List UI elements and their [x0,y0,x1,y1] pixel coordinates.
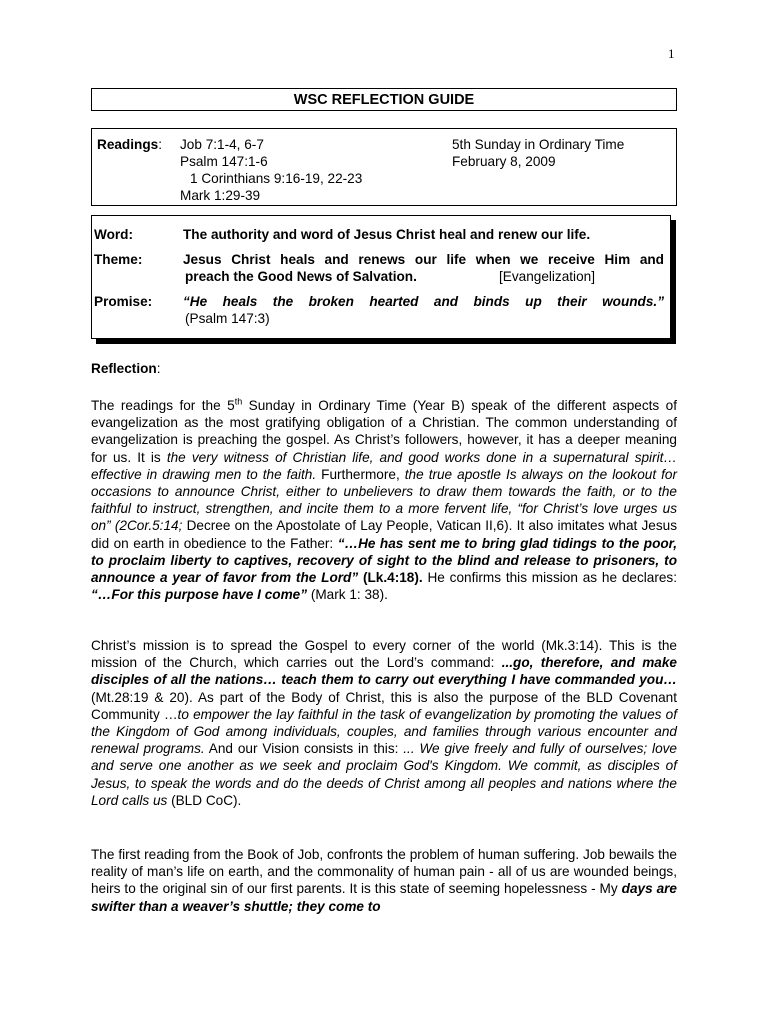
reflection-paragraph-2 [91,637,677,809]
promise-reference: (Psalm 147:3) [185,311,270,326]
text-run: Furthermore, [316,466,405,482]
scripture-quote: days are swifter than a weaver’s shuttle; they come to [91,881,677,914]
readings-box [91,128,677,206]
text-run: He confirms this mission as he declares: [422,570,677,586]
scripture-quote: ...go, therefore, and make disciples of all the nations… teach them to carry out everything I have commanded you… [91,655,677,688]
reflection-heading-colon: : [156,361,161,376]
text-run: (Mark 1: 38). [307,587,388,603]
reflection-paragraph-3 [91,846,677,915]
text-run: Christ’s mission is to spread the Gospel to every corner of the world (Mk.3:14). This is the mission of the Church, which carries out the Lord’s command: [91,638,677,671]
theme-text-line1: Jesus Christ heals and renews our life when we receive Him and [183,252,664,267]
readings-label [97,136,162,153]
text-run: (BLD CoC). [167,792,242,808]
liturgical-info [452,136,624,170]
readings-list [180,136,362,204]
text-run: Decree on the Apostolate of Lay People, Vatican II,6). It also imitates what Jesus did on earth in obedience to the Father: [91,518,678,551]
text-run: And our Vision consists in this: [204,741,404,757]
reflection-paragraph-1 [91,397,677,603]
italic-quote: ... We give freely and fully of ourselves; love and serve one another as we seek and proclaim God's Kingdom. We commit, as disciples of Jesus, to speak the words and do the deeds of Christ among all peoples and nations where the Lord calls us [91,741,677,808]
reading-item: Psalm 147:1-6 [180,154,268,169]
text-run: (Mt.28:19 & 20). As part of the Body of Christ, this is also the purpose of the BLD Covenant Community … [91,689,677,722]
scripture-reference: (Lk.4:18). [358,570,423,586]
reflection-heading [91,361,161,376]
page-number: 1 [668,46,675,61]
reading-item: 1 Corinthians 9:16-19, 22-23 [190,171,363,186]
document-title-text: WSC REFLECTION GUIDE [293,91,475,108]
document-title [91,88,677,111]
reflection-heading-text: Reflection [91,361,157,376]
italic-quote: to empower the lay faithful in the task of evangelization by promoting the values of the Kingdom of God among individuals, couples, and families through various encounter and renewal programs. [91,706,678,757]
text-run: The first reading from the Book of Job, confronts the problem of human suffering. Job bewails the reality of man’s life on earth, and the commonality of human pain - all of us are wounded beings, heirs to the original sin of our first parents. It is this state of seeming hopelessness - My [91,847,677,897]
word-theme-promise-box [91,215,671,339]
liturgical-occasion: 5th Sunday in Ordinary Time [452,137,625,152]
superscript-ordinal: th [234,396,243,407]
text-run: Sunday in Ordinary Time (Year B) speak of the different aspects of evangelization as the most gratifying obligation of a Christian. The common understanding of evangelization is preaching the gospel. As Christ’s followers, however, it has a deeper meaning for us. It is [91,398,677,465]
liturgical-date: February 8, 2009 [452,154,556,169]
readings-label-text: Readings [97,137,159,152]
reading-item: Mark 1:29-39 [180,188,261,203]
theme-tag: [Evangelization] [499,269,595,284]
scripture-quote: “…For this purpose have I come” [91,587,308,603]
theme-text-line2: preach the Good News of Salvation. [185,269,417,284]
theme-label: Theme: [94,252,143,267]
italic-quote: the very witness of Christian life, and good works done in a supernatural spirit…effective in drawing men to the faith. [91,449,677,482]
readings-label-colon: : [158,137,162,152]
text-run: The readings for the 5 [91,398,235,413]
promise-label: Promise: [94,294,153,309]
scripture-quote: “…He has sent me to bring glad tidings to the poor, to proclaim liberty to captives, recovery of sight to the blind and release to prisoners, to announce a year of favor from the Lord” [91,535,678,586]
reading-item: Job 7:1-4, 6-7 [180,137,264,152]
promise-text: “He heals the broken hearted and binds up their wounds.” [183,294,664,309]
word-label: Word: [94,227,134,242]
word-text: The authority and word of Jesus Christ heal and renew our life. [183,227,591,242]
italic-quote: the true apostle Is always on the lookout for occasions to announce Christ, either to unbelievers to draw them towards the faith, or to the faithful to instruct, strengthen, and incite them to a more fervent life, “for Christ’s love urges us on” (2Cor.5:14; [91,466,677,534]
